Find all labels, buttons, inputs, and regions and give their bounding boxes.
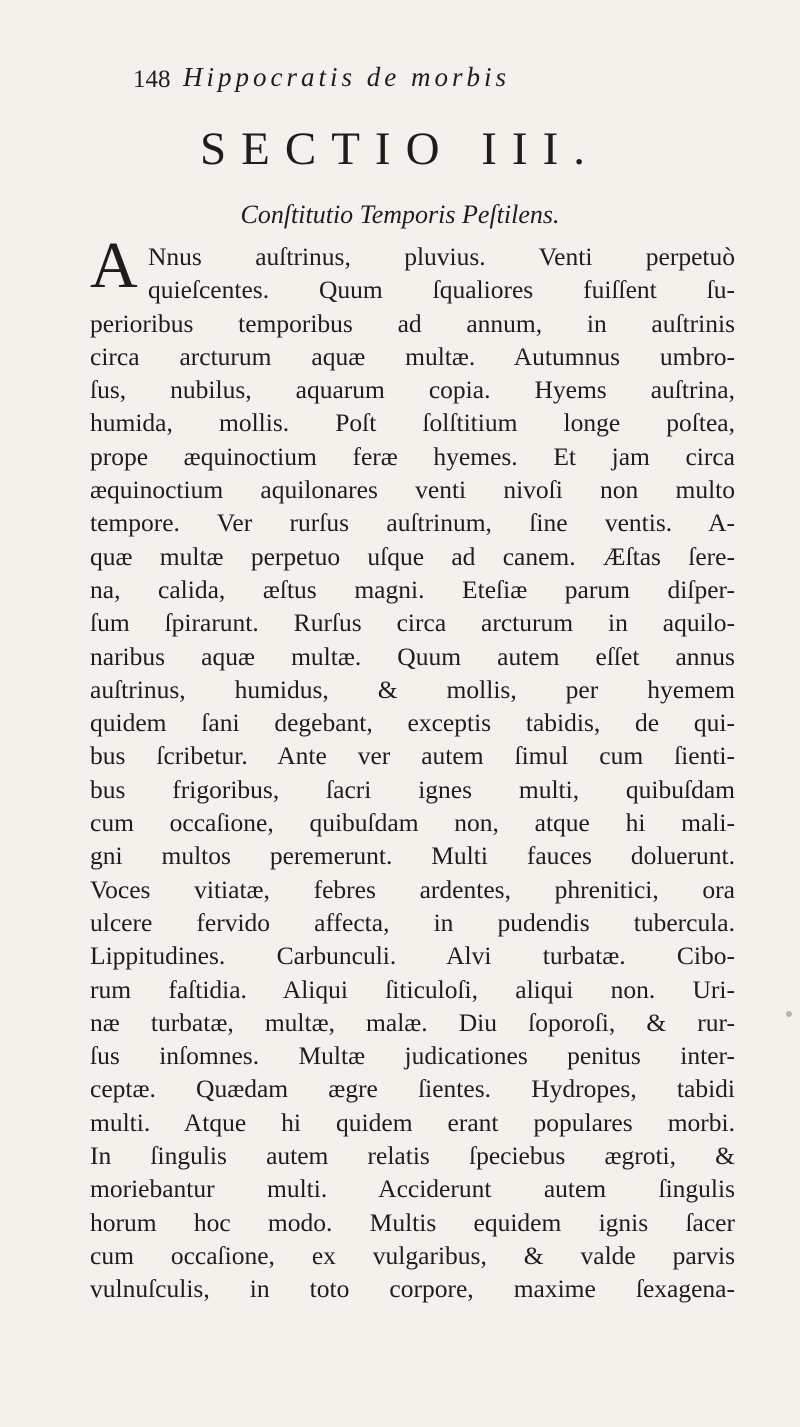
running-header: [133, 62, 653, 102]
text-line: Lippitudines. Carbunculi. Alvi turbatæ. Cibo-: [90, 941, 735, 971]
text-line: vulnuſculis, in toto corpore, maxime ſexagena-: [90, 1274, 735, 1304]
text-line: ceptæ. Quædam ægre ſientes. Hydropes, tabidi: [90, 1074, 735, 1104]
text-line: quæ multæ perpetuo uſque ad canem. Æſtas ſere-: [90, 541, 735, 571]
text-line: circa arcturum aquæ multæ. Autumnus umbro-: [90, 341, 735, 371]
text-line: naribus aquæ multæ. Quum autem eſſet annus: [90, 641, 735, 671]
page-number: 148: [133, 66, 171, 93]
text-line: multi. Atque hi quidem erant populares morbi.: [90, 1107, 735, 1137]
text-line: Voces vitiatæ, febres ardentes, phrenitici, ora: [90, 874, 735, 904]
text-line: ulcere fervido affecta, in pudendis tubercula.: [90, 907, 735, 937]
text-line: In ſingulis autem relatis ſpeciebus ægroti, &: [90, 1141, 735, 1171]
section-heading: SECTIO III.: [200, 123, 600, 175]
text-line: quieſcentes. Quum ſqualiores fuiſſent ſu-: [148, 275, 735, 305]
text-line: cum occaſione, quibuſdam non, atque hi mali-: [90, 808, 735, 838]
text-line: tempore. Ver rurſus auſtrinum, ſine ventis. A-: [90, 508, 735, 538]
text-line: ſus inſomnes. Multæ judicationes penitus inter-: [90, 1041, 735, 1071]
text-line: bus frigoribus, ſacri ignes multi, quibuſdam: [90, 774, 735, 804]
text-line: prope æquinoctium feræ hyemes. Et jam circa: [90, 441, 735, 471]
text-line: na, calida, æſtus magni. Eteſiæ parum diſper-: [90, 574, 735, 604]
text-line: rum faſtidia. Aliqui ſiticuloſi, aliqui non. Uri-: [90, 974, 735, 1004]
text-line: næ turbatæ, multæ, malæ. Diu ſoporoſi, & rur-: [90, 1007, 735, 1037]
text-line: humida, mollis. Poſt ſolſtitium longe poſtea,: [90, 408, 735, 438]
text-line: cum occaſione, ex vulgaribus, & valde parvis: [90, 1240, 735, 1270]
running-title: Hippocratis de morbis: [183, 62, 510, 92]
text-line: ſus, nubilus, aquarum copia. Hyems auſtrina,: [90, 375, 735, 405]
text-line: horum hoc modo. Multis equidem ignis ſacer: [90, 1207, 735, 1237]
text-line: quidem ſani degebant, exceptis tabidis, de qui-: [90, 708, 735, 738]
text-line: ſum ſpirarunt. Rurſus circa arcturum in aquilo-: [90, 608, 735, 638]
text-line: gni multos peremerunt. Multi fauces doluerunt.: [90, 841, 735, 871]
text-line: Nnus auſtrinus, pluvius. Venti perpetuò: [148, 242, 735, 271]
section-subtitle: Conſtitutio Temporis Peſtilens.: [240, 200, 560, 229]
text-line: perioribus temporibus ad annum, in auſtrinis: [90, 308, 735, 338]
drop-capital: A: [90, 229, 138, 302]
text-line: moriebantur multi. Acciderunt autem ſingulis: [90, 1174, 735, 1204]
page-smudge: [786, 1011, 792, 1017]
body-text: [90, 229, 735, 1306]
text-line: auſtrinus, humidus, & mollis, per hyemem: [90, 674, 735, 704]
text-line: bus ſcribetur. Ante ver autem ſimul cum ſienti-: [90, 741, 735, 771]
text-line: æquinoctium aquilonares venti nivoſi non multo: [90, 475, 735, 505]
